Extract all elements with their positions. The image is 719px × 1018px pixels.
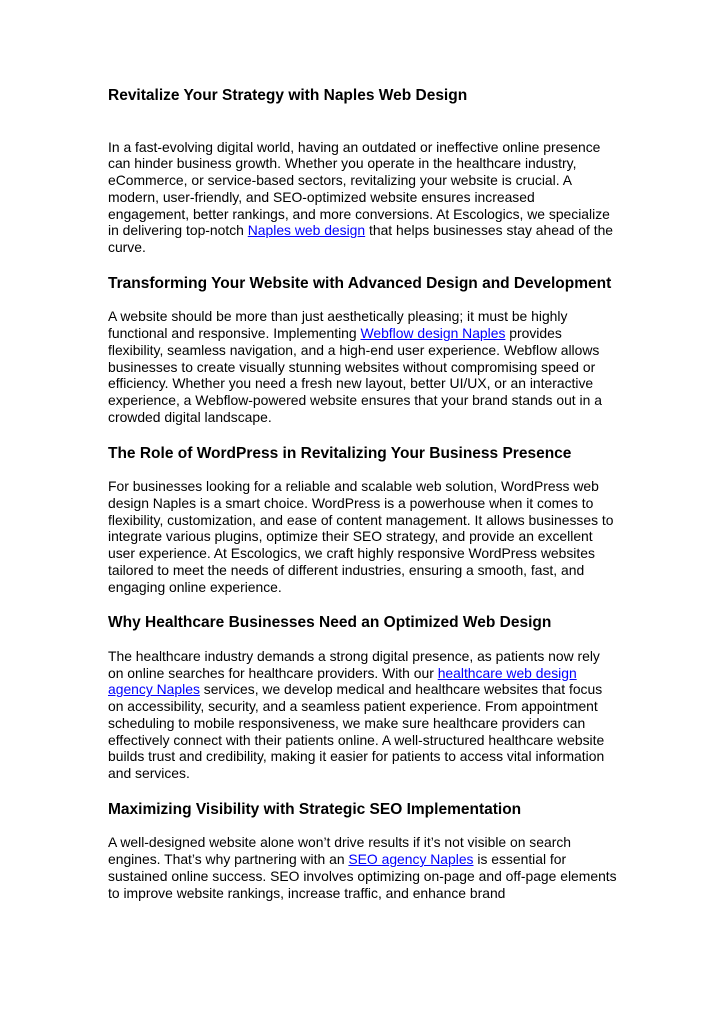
section-paragraph <box>108 139 618 256</box>
section-heading: Transforming Your Website with Advanced Design and Development <box>108 274 612 292</box>
paragraph-text: In a fast-evolving digital world, having an outdated or ineffective online presence can hinder business growth. Whether you operate in the healthcare industry, eCommerce, or service-based sectors, revitalizing your website is crucial. A modern, user-friendly, and SEO-optimized website ensures increased engagement, better rankings, and more conversions. At Escologics, we specialize in delivering top-notch <box>108 138 610 239</box>
seo-agency-naples-link[interactable]: SEO agency Naples <box>348 851 474 867</box>
section-paragraph: For businesses looking for a reliable and scalable web solution, WordPress web design Naples is a smart choice. WordPress is a powerhouse when it comes to flexibility, customization, and ease of content management. It allows businesses to integrate various plugins, optimize their SEO strategy, and provide an excellent user experience. At Escologics, we craft highly responsive WordPress websites tailored to meet the needs of different industries, ensuring a smooth, fast, and engaging online experience. <box>108 478 614 595</box>
paragraph-text: that helps businesses stay ahead of the curve. <box>108 222 614 255</box>
section-seo-visibility <box>108 800 618 902</box>
section-paragraph <box>108 648 618 782</box>
section-revitalize-strategy <box>108 86 618 256</box>
paragraph-text: provides flexibility, seamless navigation, and a high-end user experience. Webflow allows businesses to create visually stunning websites without compromising speed or efficiency. Whether you need a fresh new layout, better UI/UX, or an interactive experience, a Webflow-powered website ensures that your brand stands out in a crowded digital landscape. <box>108 325 602 425</box>
paragraph-text: is essential for sustained online success. SEO involves optimizing on-page and off-page elements to improve website rankings, increase traffic, and enhance brand <box>108 851 617 901</box>
section-heading: The Role of WordPress in Revitalizing Your Business Presence <box>108 444 572 462</box>
section-paragraph <box>108 308 618 425</box>
naples-web-design-link[interactable]: Naples web design <box>247 222 366 239</box>
section-transforming-website <box>108 274 618 426</box>
section-paragraph <box>108 834 618 901</box>
paragraph-text: A well-designed website alone won’t drive results if it’s not visible on search engines. That’s why partnering with an <box>108 834 572 867</box>
section-healthcare-web-design <box>108 613 618 782</box>
section-heading: Revitalize Your Strategy with Naples Web Design <box>108 87 468 104</box>
healthcare-web-design-agency-link[interactable]: healthcare web design agency Naples <box>108 664 577 698</box>
section-heading: Why Healthcare Businesses Need an Optimized Web Design <box>108 614 552 632</box>
paragraph-text: services, we develop medical and healthcare websites that focus on accessibility, security, and a seamless patient experience. From appointment scheduling to mobile responsiveness, we make sure healthcare providers can effectively connect with their patients online. A well-structured healthcare website builds trust and credibility, making it easier for patients to access vital information and services. <box>108 681 605 781</box>
webflow-design-naples-link[interactable]: Webflow design Naples <box>360 325 506 341</box>
paragraph-text: The healthcare industry demands a strong digital presence, as patients now rely on online searches for healthcare providers. With our <box>108 647 600 681</box>
section-heading: Maximizing Visibility with Strategic SEO Implementation <box>108 800 522 818</box>
paragraph-text: A website should be more than just aesthetically pleasing; it must be highly functional and responsive. Implementing <box>108 308 568 341</box>
document-page <box>108 86 618 901</box>
section-wordpress-role <box>108 444 618 596</box>
